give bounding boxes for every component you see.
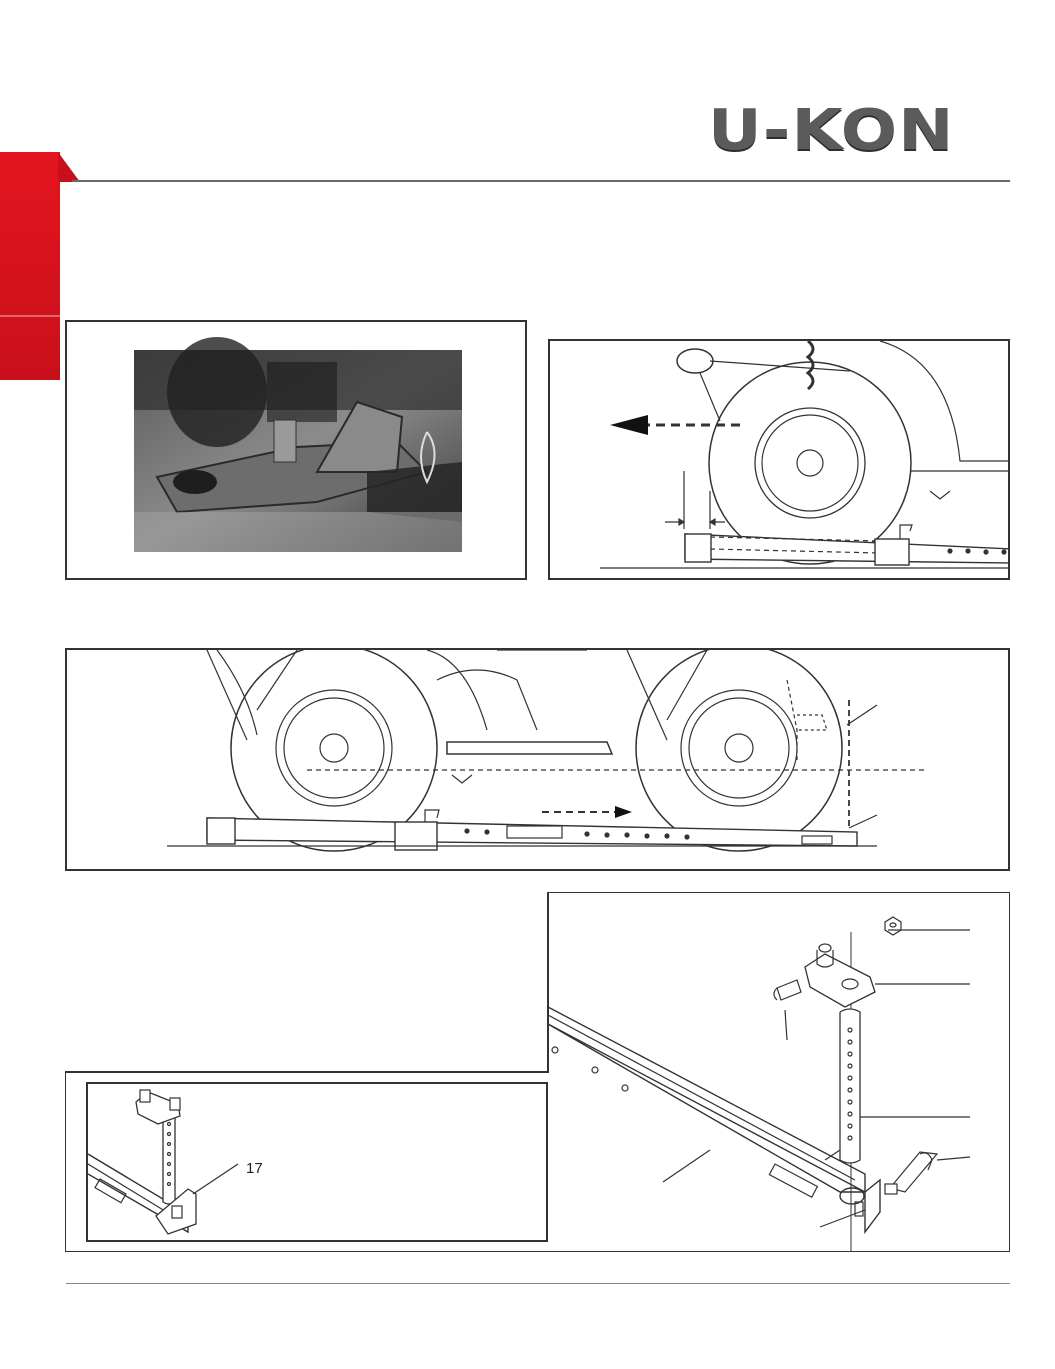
callout-17: 17: [246, 1160, 263, 1177]
pin-assembly: [840, 1009, 860, 1163]
figure-inset-detail: [86, 1082, 548, 1242]
inset-detail-drawing: [88, 1084, 548, 1242]
front-wheel: [636, 650, 842, 851]
direction-arrow-left: [610, 415, 740, 435]
header-rule: [72, 180, 1010, 182]
figure-photo-hitch: [65, 320, 527, 580]
section-tab-corner: [58, 152, 80, 182]
photo-hitch-image: [67, 322, 527, 580]
figure-atv-side-view: [65, 648, 1010, 871]
section-tab: [0, 152, 60, 380]
footer-rule: [66, 1283, 1010, 1284]
front-wheel: [709, 362, 911, 564]
direction-arrow-right: [542, 806, 632, 818]
brand-logo: [708, 98, 1012, 163]
figure-wheel-alignment: [548, 339, 1010, 580]
atv-side-view-drawing: [67, 650, 1010, 871]
section-tab-divider: [0, 315, 60, 317]
brand-logo-text: U-KON: [708, 98, 955, 163]
wheel-alignment-drawing: [550, 341, 1010, 580]
